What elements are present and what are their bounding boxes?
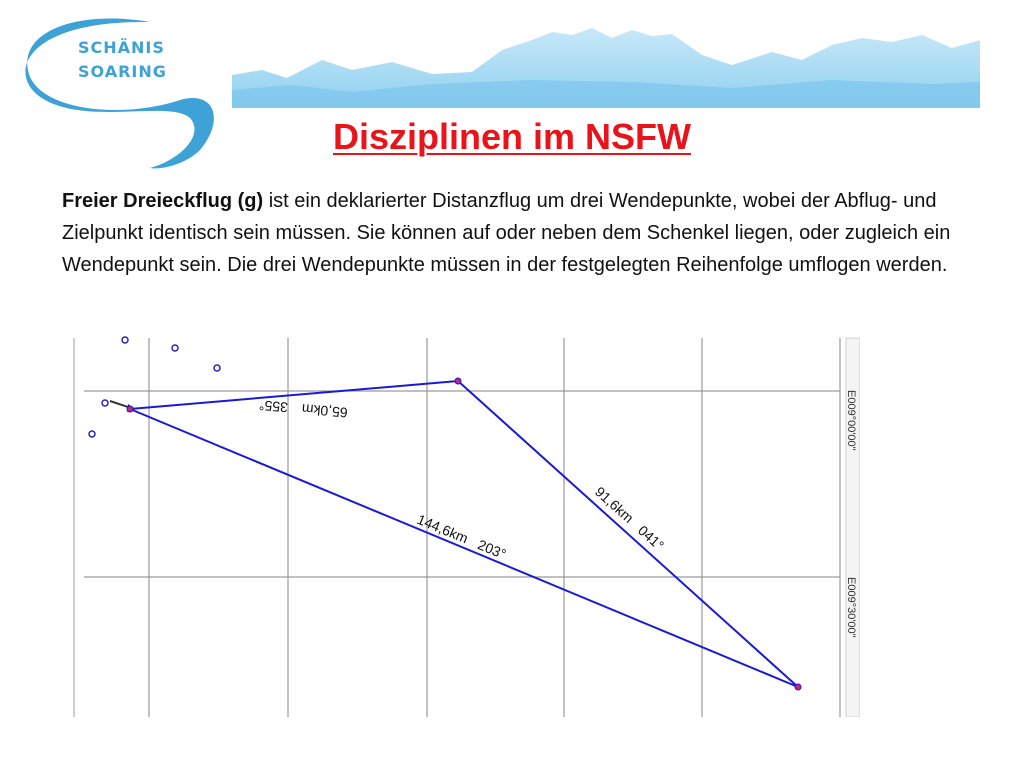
logo-text-line2: SOARING	[78, 62, 167, 81]
mountain-banner	[232, 0, 980, 108]
map-background	[72, 335, 860, 717]
discipline-name: Freier Dreieckflug (g)	[62, 190, 264, 212]
turnpoint-2	[795, 684, 801, 690]
meridian-label: E009°00'00"	[845, 390, 857, 451]
description-paragraph	[62, 185, 962, 281]
discipline-description: ist ein deklarierter Distanzflug um drei Wendepunkte, wobei der Abflug- und Zielpunkt identisch sein müssen. Sie können auf oder neben dem Schenkel liegen, oder zugleich ein Wendepunkt sein. Die drei Wendepunkte müssen in der festgelegten Reihenfolge umflogen werden.	[62, 190, 951, 276]
turnpoint-1	[455, 378, 461, 384]
turnpoint-start	[127, 406, 133, 412]
logo-text-line1: SCHÄNIS	[78, 38, 165, 57]
leg-label-1: 65,0km355°	[258, 397, 349, 421]
triangle-flight-map	[72, 335, 860, 717]
page-title: Disziplinen im NSFW	[332, 116, 691, 157]
meridian-label: E009°30'00"	[845, 577, 857, 638]
leg-label-2: 91,6km041°	[591, 483, 668, 554]
leg-label-3: 144,6km203°	[414, 510, 509, 563]
